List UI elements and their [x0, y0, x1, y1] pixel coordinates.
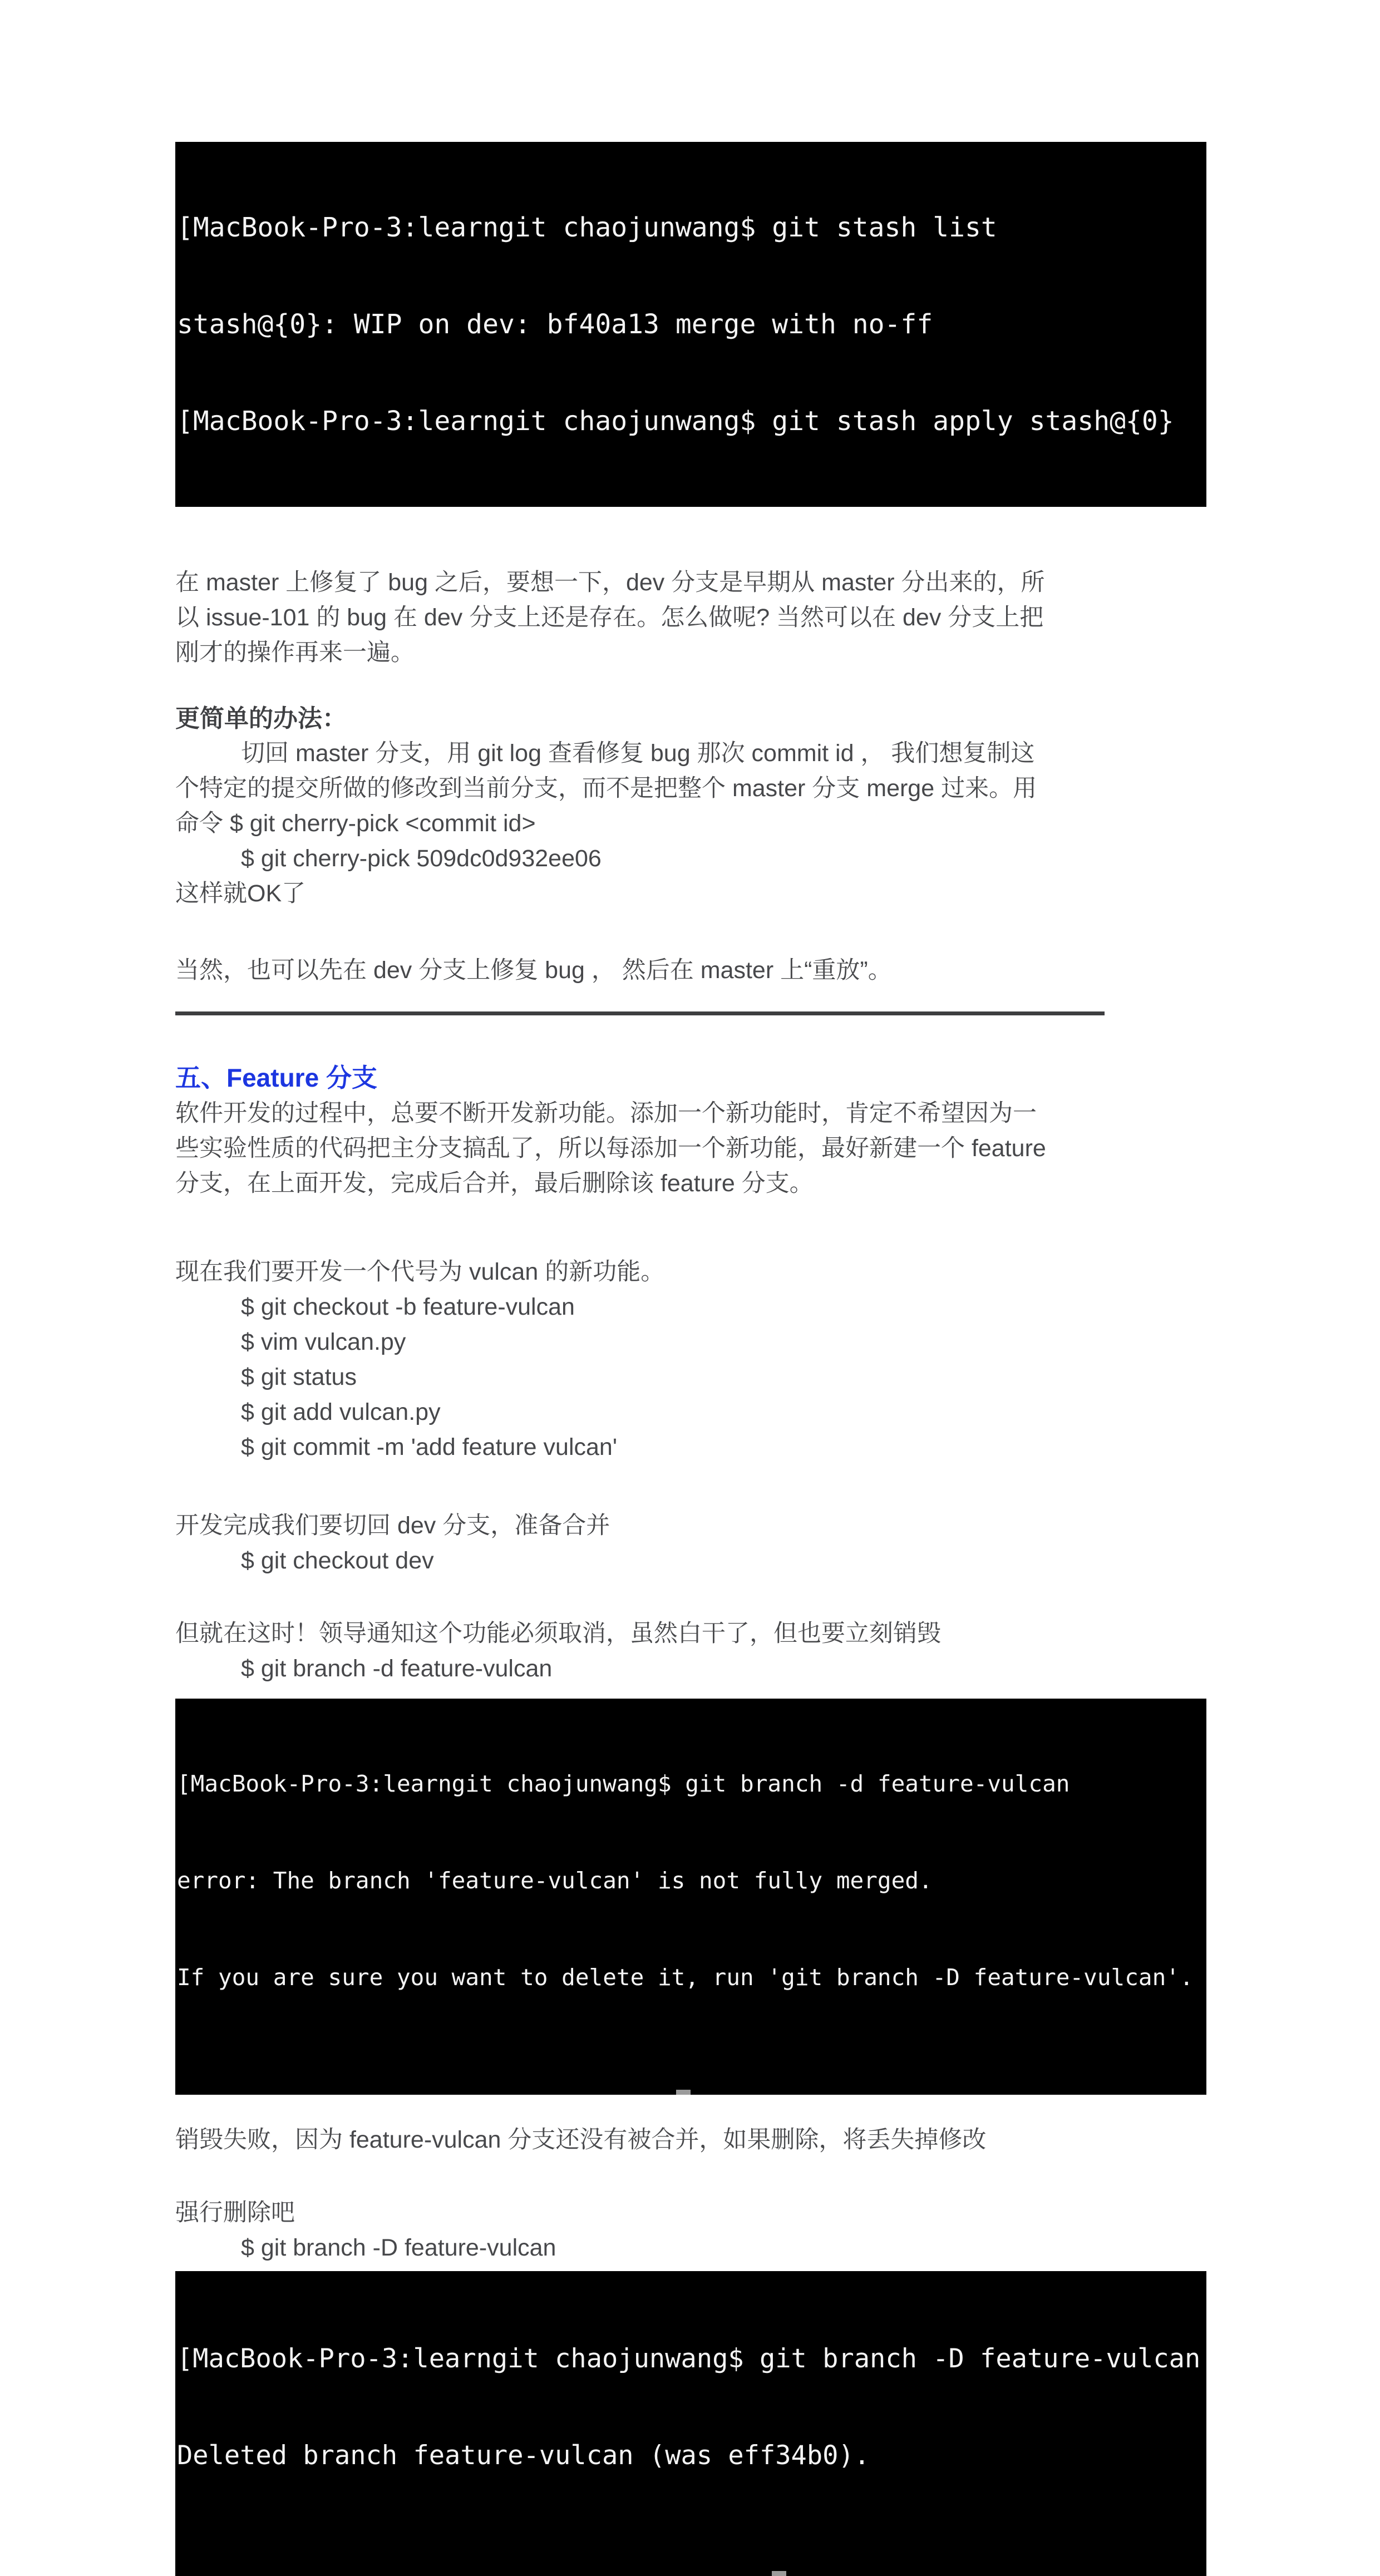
paragraph-develop-vulcan: 现在我们要开发一个代号为 vulcan 的新功能。	[175, 1259, 665, 1285]
command-checkout-dev: $ git checkout dev	[241, 1547, 434, 1574]
terminal-cursor	[676, 2090, 691, 2095]
terminal-cursor	[772, 2571, 786, 2576]
paragraph-line: 这样就OK了	[175, 880, 306, 907]
paragraph-line: 刚才的操作再来一遍。	[175, 639, 415, 666]
command-line: $ git checkout -b feature-vulcan	[241, 1294, 575, 1320]
command-line: $ git commit -m 'add feature vulcan'	[241, 1434, 618, 1460]
section-divider	[175, 1011, 1105, 1015]
command-list-vulcan	[175, 1290, 1227, 1465]
heading-simpler-way: 更简单的办法：	[175, 705, 347, 732]
paragraph-replay-note: 当然，也可以先在 dev 分支上修复 bug ， 然后在 master 上“重放”。	[175, 957, 892, 984]
paragraph-line: 些实验性质的代码把主分支搞乱了，所以每添加一个新功能，最好新建一个 feature	[175, 1135, 1046, 1162]
command-branch-delete: $ git branch -d feature-vulcan	[241, 1655, 553, 1682]
paragraph-switch-back: 开发完成我们要切回 dev 分支，准备合并	[175, 1512, 610, 1539]
paragraph-line: 个特定的提交所做的修改到当前分支，而不是把整个 master 分支 merge 过来。用	[175, 775, 1037, 802]
terminal-output-delete-error	[175, 1699, 1206, 2095]
terminal-line: error: The branch 'feature-vulcan' is not fully merged.	[177, 1867, 933, 1894]
paragraph-line: 切回 master 分支，用 git log 查看修复 bug 那次 commit id ， 我们想复制这	[241, 740, 1035, 767]
paragraph-line: 以 issue-101 的 bug 在 dev 分支上还是存在。怎么做呢? 当然可以在 dev 分支上把	[175, 604, 1044, 631]
paragraph-cancel-notice: 但就在这时！领导通知这个功能必须取消，虽然白干了，但也要立刻销毁	[175, 1620, 941, 1647]
paragraph-line: 命令 $ git cherry-pick <commit id>	[175, 810, 536, 837]
paragraph-bug-on-dev	[175, 565, 1227, 670]
terminal-output-force-delete	[175, 2271, 1206, 2576]
command-cherry-pick: $ git cherry-pick 509dc0d932ee06	[241, 845, 602, 872]
command-line: $ git add vulcan.py	[241, 1399, 441, 1425]
command-branch-force-delete: $ git branch -D feature-vulcan	[241, 2234, 556, 2261]
terminal-line: [MacBook-Pro-3:learngit chaojunwang$ git branch -D feature-vulcan	[177, 2343, 1201, 2374]
terminal-line: stash@{0}: WIP on dev: bf40a13 merge with no-ff	[177, 309, 933, 340]
terminal-line: [MacBook-Pro-3:learngit chaojunwang$ git branch -d feature-vulcan	[177, 1770, 1070, 1797]
paragraph-force-delete: 强行删除吧	[175, 2199, 295, 2226]
terminal-line: Deleted branch feature-vulcan (was eff34b0).	[177, 2440, 870, 2471]
paragraph-line: 在 master 上修复了 bug 之后，要想一下，dev 分支是早期从 master 分出来的，所	[175, 569, 1045, 596]
paragraph-feature-intro	[175, 1096, 1227, 1201]
paragraph-delete-failed: 销毁失败，因为 feature-vulcan 分支还没有被合并，如果删除，将丢失掉修改	[175, 2126, 987, 2153]
terminal-output-stash	[175, 142, 1206, 507]
heading-feature-branch: 五、Feature 分支	[175, 1063, 377, 1092]
terminal-line: [MacBook-Pro-3:learngit chaojunwang$ git stash list	[177, 212, 997, 243]
terminal-line: [MacBook-Pro-3:learngit chaojunwang$ git stash apply stash@{0}	[177, 406, 1174, 437]
command-line: $ git status	[241, 1364, 357, 1390]
paragraph-line: 分支，在上面开发，完成后合并，最后删除该 feature 分支。	[175, 1170, 814, 1197]
paragraph-line: 软件开发的过程中，总要不断开发新功能。添加一个新功能时，肯定不希望因为一	[175, 1100, 1037, 1127]
command-line: $ vim vulcan.py	[241, 1329, 406, 1355]
paragraph-cherry-pick	[175, 736, 1227, 911]
terminal-line: If you are sure you want to delete it, run 'git branch -D feature-vulcan'.	[177, 1964, 1194, 1991]
